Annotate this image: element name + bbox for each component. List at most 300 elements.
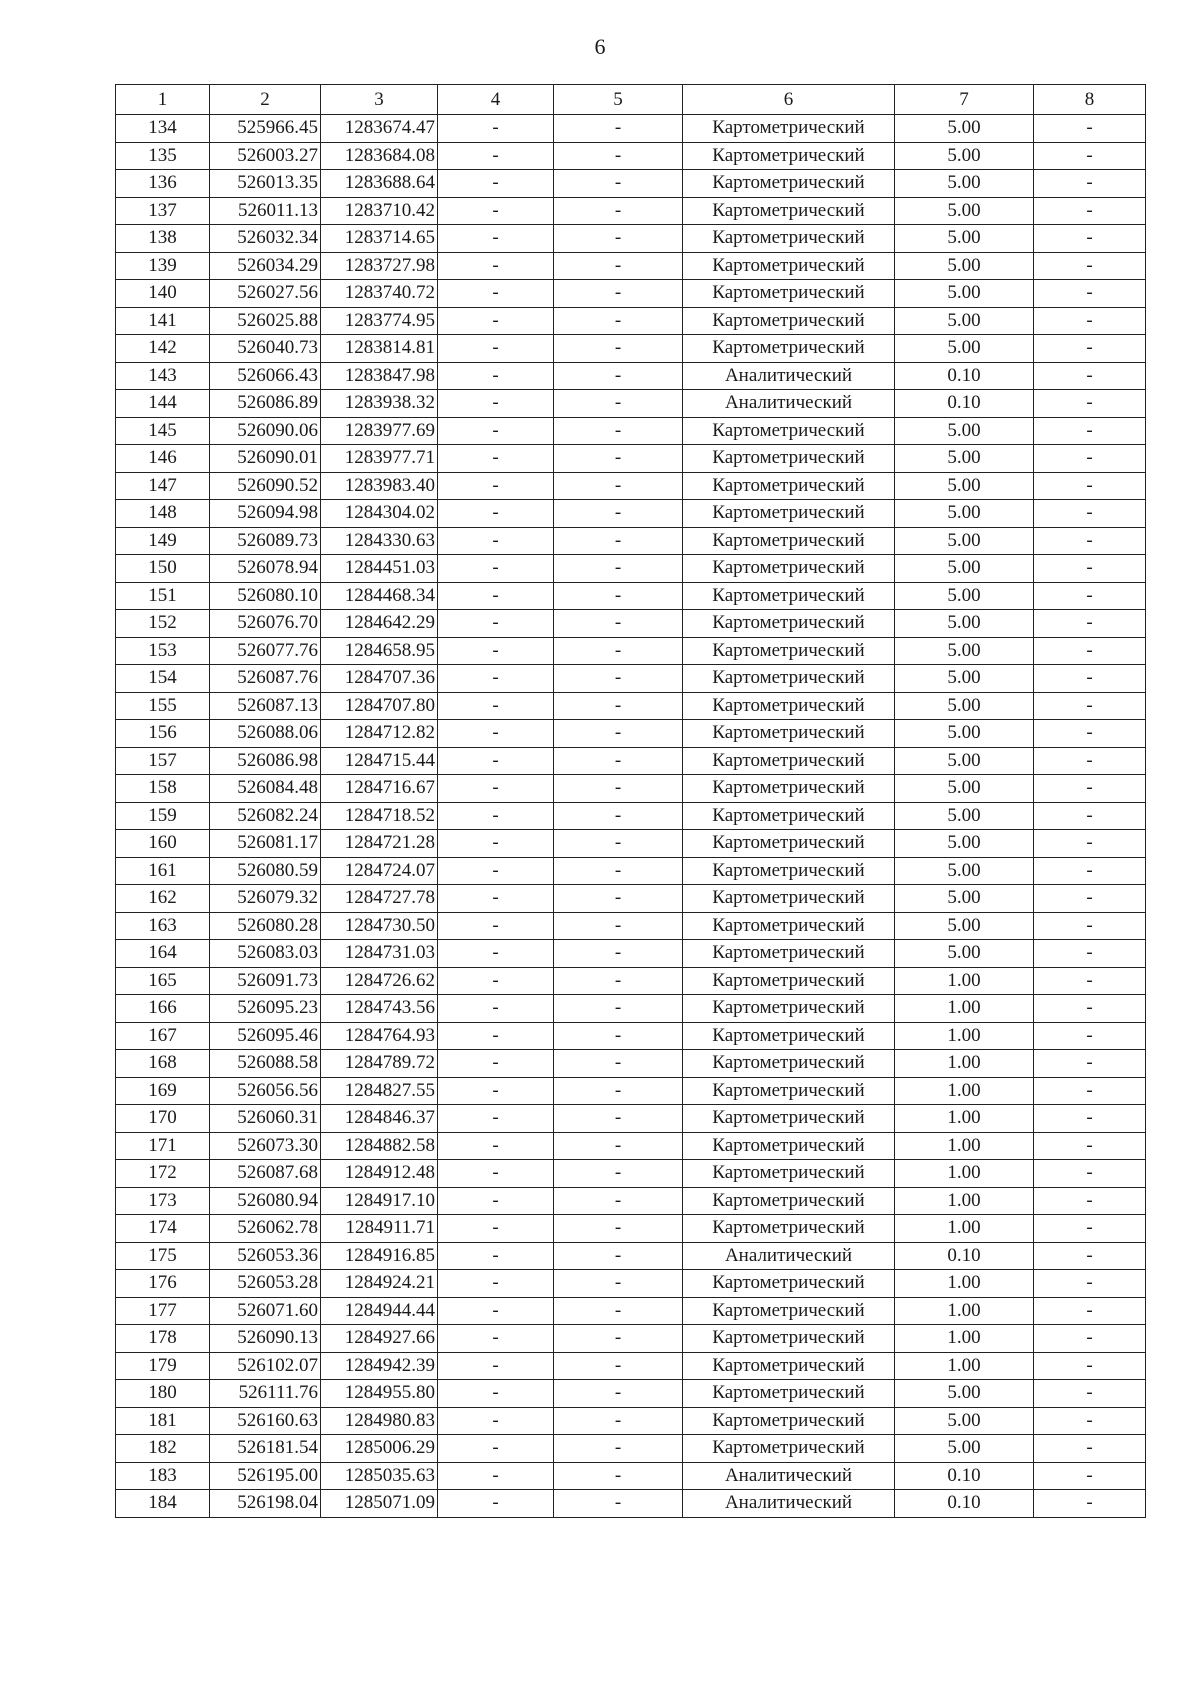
cell-col-4: - — [438, 417, 554, 445]
table-row — [116, 170, 1146, 198]
header-col-3: 3 — [321, 85, 438, 115]
table-row — [116, 1105, 1146, 1133]
cell-method: Картометрический — [683, 1380, 895, 1408]
cell-col-5: - — [554, 720, 683, 748]
cell-accuracy: 5.00 — [895, 500, 1034, 528]
cell-accuracy: 5.00 — [895, 665, 1034, 693]
cell-accuracy: 0.10 — [895, 1462, 1034, 1490]
cell-coord-y: 1283774.95 — [321, 307, 438, 335]
cell-col-5: - — [554, 115, 683, 143]
cell-method: Аналитический — [683, 1490, 895, 1518]
cell-point-number: 142 — [116, 335, 210, 363]
cell-coord-x: 526160.63 — [210, 1407, 321, 1435]
cell-col-5: - — [554, 885, 683, 913]
cell-col-5: - — [554, 1352, 683, 1380]
cell-col-4: - — [438, 500, 554, 528]
cell-col-8: - — [1034, 252, 1146, 280]
table-row — [116, 335, 1146, 363]
cell-point-number: 168 — [116, 1050, 210, 1078]
cell-col-8: - — [1034, 1160, 1146, 1188]
cell-method: Картометрический — [683, 967, 895, 995]
table-row — [116, 500, 1146, 528]
cell-col-5: - — [554, 1407, 683, 1435]
cell-col-8: - — [1034, 390, 1146, 418]
cell-col-8: - — [1034, 692, 1146, 720]
cell-accuracy: 5.00 — [895, 445, 1034, 473]
cell-col-8: - — [1034, 1435, 1146, 1463]
cell-coord-x: 526053.28 — [210, 1270, 321, 1298]
cell-method: Картометрический — [683, 885, 895, 913]
table-row — [116, 830, 1146, 858]
cell-accuracy: 5.00 — [895, 720, 1034, 748]
cell-col-8: - — [1034, 1077, 1146, 1105]
table-row — [116, 1187, 1146, 1215]
cell-col-5: - — [554, 527, 683, 555]
cell-method: Картометрический — [683, 665, 895, 693]
cell-method: Картометрический — [683, 830, 895, 858]
cell-col-4: - — [438, 1407, 554, 1435]
cell-col-8: - — [1034, 802, 1146, 830]
cell-col-5: - — [554, 1462, 683, 1490]
cell-col-8: - — [1034, 610, 1146, 638]
cell-coord-y: 1284730.50 — [321, 912, 438, 940]
cell-method: Картометрический — [683, 197, 895, 225]
cell-coord-x: 526084.48 — [210, 775, 321, 803]
cell-col-4: - — [438, 1380, 554, 1408]
cell-coord-x: 526034.29 — [210, 252, 321, 280]
cell-col-4: - — [438, 967, 554, 995]
table-row — [116, 1435, 1146, 1463]
cell-col-8: - — [1034, 1462, 1146, 1490]
cell-col-8: - — [1034, 417, 1146, 445]
cell-col-4: - — [438, 527, 554, 555]
cell-accuracy: 1.00 — [895, 1325, 1034, 1353]
cell-col-4: - — [438, 912, 554, 940]
cell-coord-y: 1284718.52 — [321, 802, 438, 830]
cell-point-number: 162 — [116, 885, 210, 913]
cell-coord-x: 526088.58 — [210, 1050, 321, 1078]
table-row — [116, 142, 1146, 170]
cell-coord-y: 1285006.29 — [321, 1435, 438, 1463]
cell-accuracy: 1.00 — [895, 1077, 1034, 1105]
cell-col-5: - — [554, 225, 683, 253]
cell-coord-y: 1284917.10 — [321, 1187, 438, 1215]
cell-col-4: - — [438, 1297, 554, 1325]
cell-point-number: 172 — [116, 1160, 210, 1188]
cell-method: Картометрический — [683, 170, 895, 198]
cell-col-4: - — [438, 1435, 554, 1463]
cell-coord-y: 1284942.39 — [321, 1352, 438, 1380]
cell-col-5: - — [554, 1435, 683, 1463]
cell-col-5: - — [554, 1022, 683, 1050]
cell-coord-y: 1285071.09 — [321, 1490, 438, 1518]
cell-method: Картометрический — [683, 280, 895, 308]
cell-point-number: 154 — [116, 665, 210, 693]
table-row — [116, 1022, 1146, 1050]
cell-accuracy: 5.00 — [895, 885, 1034, 913]
cell-coord-y: 1284658.95 — [321, 637, 438, 665]
cell-col-5: - — [554, 1490, 683, 1518]
cell-coord-x: 526090.13 — [210, 1325, 321, 1353]
cell-coord-y: 1283977.69 — [321, 417, 438, 445]
cell-point-number: 160 — [116, 830, 210, 858]
cell-col-4: - — [438, 995, 554, 1023]
cell-col-5: - — [554, 555, 683, 583]
cell-col-8: - — [1034, 1215, 1146, 1243]
cell-coord-y: 1284789.72 — [321, 1050, 438, 1078]
table-row — [116, 252, 1146, 280]
cell-method: Картометрический — [683, 857, 895, 885]
cell-coord-x: 526040.73 — [210, 335, 321, 363]
cell-accuracy: 1.00 — [895, 1050, 1034, 1078]
cell-method: Картометрический — [683, 747, 895, 775]
cell-col-8: - — [1034, 775, 1146, 803]
cell-method: Картометрический — [683, 720, 895, 748]
cell-coord-x: 526077.76 — [210, 637, 321, 665]
cell-accuracy: 5.00 — [895, 307, 1034, 335]
table-row — [116, 775, 1146, 803]
table-row — [116, 1325, 1146, 1353]
cell-col-5: - — [554, 857, 683, 885]
cell-col-8: - — [1034, 225, 1146, 253]
cell-col-5: - — [554, 692, 683, 720]
cell-col-4: - — [438, 665, 554, 693]
cell-method: Картометрический — [683, 500, 895, 528]
cell-col-5: - — [554, 1160, 683, 1188]
cell-col-4: - — [438, 555, 554, 583]
cell-method: Картометрический — [683, 912, 895, 940]
cell-col-8: - — [1034, 445, 1146, 473]
cell-col-5: - — [554, 252, 683, 280]
cell-coord-y: 1284716.67 — [321, 775, 438, 803]
table-row — [116, 747, 1146, 775]
table-row — [116, 1160, 1146, 1188]
cell-point-number: 143 — [116, 362, 210, 390]
table-row — [116, 115, 1146, 143]
cell-method: Картометрический — [683, 445, 895, 473]
cell-coord-y: 1284924.21 — [321, 1270, 438, 1298]
cell-accuracy: 1.00 — [895, 1187, 1034, 1215]
cell-col-4: - — [438, 362, 554, 390]
cell-point-number: 180 — [116, 1380, 210, 1408]
cell-accuracy: 1.00 — [895, 1270, 1034, 1298]
cell-col-5: - — [554, 1105, 683, 1133]
cell-col-4: - — [438, 940, 554, 968]
cell-point-number: 167 — [116, 1022, 210, 1050]
cell-point-number: 140 — [116, 280, 210, 308]
table-row — [116, 390, 1146, 418]
cell-col-5: - — [554, 1270, 683, 1298]
cell-coord-y: 1283674.47 — [321, 115, 438, 143]
cell-coord-y: 1283977.71 — [321, 445, 438, 473]
cell-point-number: 164 — [116, 940, 210, 968]
header-col-4: 4 — [438, 85, 554, 115]
cell-coord-y: 1284764.93 — [321, 1022, 438, 1050]
cell-coord-x: 526095.23 — [210, 995, 321, 1023]
cell-col-5: - — [554, 582, 683, 610]
cell-col-4: - — [438, 720, 554, 748]
cell-coord-y: 1284955.80 — [321, 1380, 438, 1408]
cell-coord-y: 1284916.85 — [321, 1242, 438, 1270]
cell-coord-x: 526080.28 — [210, 912, 321, 940]
cell-col-4: - — [438, 692, 554, 720]
cell-col-5: - — [554, 197, 683, 225]
cell-coord-x: 526090.52 — [210, 472, 321, 500]
cell-accuracy: 5.00 — [895, 912, 1034, 940]
cell-point-number: 147 — [116, 472, 210, 500]
cell-col-5: - — [554, 1380, 683, 1408]
cell-col-8: - — [1034, 637, 1146, 665]
cell-coord-y: 1284980.83 — [321, 1407, 438, 1435]
cell-coord-y: 1284707.80 — [321, 692, 438, 720]
cell-col-8: - — [1034, 500, 1146, 528]
cell-point-number: 151 — [116, 582, 210, 610]
cell-accuracy: 1.00 — [895, 1297, 1034, 1325]
cell-point-number: 171 — [116, 1132, 210, 1160]
cell-coord-y: 1284642.29 — [321, 610, 438, 638]
cell-col-4: - — [438, 1325, 554, 1353]
cell-method: Картометрический — [683, 1187, 895, 1215]
cell-method: Картометрический — [683, 775, 895, 803]
table-row — [116, 225, 1146, 253]
cell-col-4: - — [438, 170, 554, 198]
cell-col-5: - — [554, 362, 683, 390]
cell-coord-x: 526086.98 — [210, 747, 321, 775]
cell-coord-x: 526078.94 — [210, 555, 321, 583]
cell-coord-y: 1283847.98 — [321, 362, 438, 390]
cell-coord-y: 1283983.40 — [321, 472, 438, 500]
cell-method: Картометрический — [683, 527, 895, 555]
cell-col-5: - — [554, 940, 683, 968]
cell-point-number: 158 — [116, 775, 210, 803]
cell-method: Картометрический — [683, 1132, 895, 1160]
cell-coord-x: 526081.17 — [210, 830, 321, 858]
cell-point-number: 163 — [116, 912, 210, 940]
table-row — [116, 1462, 1146, 1490]
cell-coord-x: 526011.13 — [210, 197, 321, 225]
cell-col-5: - — [554, 472, 683, 500]
cell-col-4: - — [438, 802, 554, 830]
cell-accuracy: 5.00 — [895, 775, 1034, 803]
cell-point-number: 169 — [116, 1077, 210, 1105]
cell-coord-x: 526071.60 — [210, 1297, 321, 1325]
cell-point-number: 135 — [116, 142, 210, 170]
cell-col-8: - — [1034, 1187, 1146, 1215]
cell-col-5: - — [554, 995, 683, 1023]
cell-accuracy: 5.00 — [895, 142, 1034, 170]
cell-col-8: - — [1034, 912, 1146, 940]
cell-col-5: - — [554, 610, 683, 638]
table-row — [116, 1050, 1146, 1078]
cell-coord-x: 526073.30 — [210, 1132, 321, 1160]
cell-accuracy: 1.00 — [895, 1022, 1034, 1050]
cell-method: Картометрический — [683, 1297, 895, 1325]
table-body — [116, 115, 1146, 1518]
header-col-5: 5 — [554, 85, 683, 115]
cell-accuracy: 1.00 — [895, 1132, 1034, 1160]
cell-col-4: - — [438, 1160, 554, 1188]
cell-method: Картометрический — [683, 307, 895, 335]
cell-coord-x: 526087.76 — [210, 665, 321, 693]
cell-coord-y: 1283710.42 — [321, 197, 438, 225]
cell-col-8: - — [1034, 995, 1146, 1023]
table-row — [116, 1077, 1146, 1105]
cell-col-8: - — [1034, 1352, 1146, 1380]
cell-col-4: - — [438, 1105, 554, 1133]
cell-point-number: 141 — [116, 307, 210, 335]
cell-method: Аналитический — [683, 1242, 895, 1270]
cell-col-8: - — [1034, 472, 1146, 500]
cell-accuracy: 1.00 — [895, 1160, 1034, 1188]
cell-coord-x: 526053.36 — [210, 1242, 321, 1270]
cell-col-5: - — [554, 637, 683, 665]
cell-col-4: - — [438, 1270, 554, 1298]
cell-point-number: 181 — [116, 1407, 210, 1435]
cell-point-number: 170 — [116, 1105, 210, 1133]
cell-col-4: - — [438, 472, 554, 500]
cell-coord-x: 525966.45 — [210, 115, 321, 143]
cell-col-8: - — [1034, 1270, 1146, 1298]
cell-point-number: 159 — [116, 802, 210, 830]
cell-col-8: - — [1034, 1325, 1146, 1353]
cell-coord-x: 526102.07 — [210, 1352, 321, 1380]
cell-point-number: 144 — [116, 390, 210, 418]
cell-method: Картометрический — [683, 582, 895, 610]
cell-col-5: - — [554, 335, 683, 363]
cell-method: Аналитический — [683, 390, 895, 418]
cell-point-number: 155 — [116, 692, 210, 720]
cell-col-4: - — [438, 1022, 554, 1050]
cell-accuracy: 5.00 — [895, 555, 1034, 583]
cell-col-8: - — [1034, 747, 1146, 775]
cell-col-5: - — [554, 170, 683, 198]
cell-col-5: - — [554, 307, 683, 335]
cell-coord-x: 526066.43 — [210, 362, 321, 390]
table-row — [116, 665, 1146, 693]
cell-coord-y: 1284927.66 — [321, 1325, 438, 1353]
cell-coord-y: 1284911.71 — [321, 1215, 438, 1243]
cell-coord-x: 526094.98 — [210, 500, 321, 528]
cell-col-4: - — [438, 335, 554, 363]
cell-accuracy: 5.00 — [895, 1435, 1034, 1463]
table-row — [116, 940, 1146, 968]
cell-coord-x: 526195.00 — [210, 1462, 321, 1490]
cell-coord-x: 526080.10 — [210, 582, 321, 610]
cell-point-number: 136 — [116, 170, 210, 198]
cell-accuracy: 5.00 — [895, 417, 1034, 445]
cell-coord-x: 526076.70 — [210, 610, 321, 638]
cell-coord-y: 1284707.36 — [321, 665, 438, 693]
cell-point-number: 174 — [116, 1215, 210, 1243]
cell-col-5: - — [554, 280, 683, 308]
cell-coord-y: 1283688.64 — [321, 170, 438, 198]
cell-coord-x: 526032.34 — [210, 225, 321, 253]
cell-col-5: - — [554, 1132, 683, 1160]
table-row — [116, 527, 1146, 555]
cell-point-number: 152 — [116, 610, 210, 638]
cell-accuracy: 5.00 — [895, 280, 1034, 308]
table-row — [116, 1242, 1146, 1270]
cell-method: Картометрический — [683, 637, 895, 665]
table-row — [116, 1380, 1146, 1408]
cell-col-8: - — [1034, 665, 1146, 693]
cell-coord-x: 526087.68 — [210, 1160, 321, 1188]
cell-col-8: - — [1034, 582, 1146, 610]
cell-coord-y: 1284827.55 — [321, 1077, 438, 1105]
cell-coord-y: 1283814.81 — [321, 335, 438, 363]
cell-coord-y: 1284731.03 — [321, 940, 438, 968]
cell-col-8: - — [1034, 170, 1146, 198]
cell-col-5: - — [554, 390, 683, 418]
cell-col-5: - — [554, 1215, 683, 1243]
cell-point-number: 184 — [116, 1490, 210, 1518]
cell-point-number: 176 — [116, 1270, 210, 1298]
cell-col-8: - — [1034, 1105, 1146, 1133]
cell-col-5: - — [554, 665, 683, 693]
cell-method: Картометрический — [683, 1270, 895, 1298]
cell-col-4: - — [438, 1242, 554, 1270]
table-row — [116, 472, 1146, 500]
cell-accuracy: 1.00 — [895, 967, 1034, 995]
table-row — [116, 995, 1146, 1023]
cell-coord-x: 526056.56 — [210, 1077, 321, 1105]
cell-coord-x: 526091.73 — [210, 967, 321, 995]
cell-method: Картометрический — [683, 1215, 895, 1243]
cell-coord-x: 526025.88 — [210, 307, 321, 335]
cell-col-4: - — [438, 197, 554, 225]
cell-coord-x: 526086.89 — [210, 390, 321, 418]
cell-coord-y: 1284912.48 — [321, 1160, 438, 1188]
cell-accuracy: 5.00 — [895, 472, 1034, 500]
cell-method: Картометрический — [683, 940, 895, 968]
cell-method: Картометрический — [683, 472, 895, 500]
cell-method: Картометрический — [683, 225, 895, 253]
cell-col-8: - — [1034, 967, 1146, 995]
cell-col-8: - — [1034, 335, 1146, 363]
table-header-row — [116, 85, 1146, 115]
table-row — [116, 197, 1146, 225]
cell-col-8: - — [1034, 940, 1146, 968]
cell-col-5: - — [554, 967, 683, 995]
cell-point-number: 148 — [116, 500, 210, 528]
cell-coord-x: 526013.35 — [210, 170, 321, 198]
cell-coord-x: 526087.13 — [210, 692, 321, 720]
cell-point-number: 134 — [116, 115, 210, 143]
table-row — [116, 1490, 1146, 1518]
cell-col-8: - — [1034, 720, 1146, 748]
cell-method: Картометрический — [683, 1435, 895, 1463]
table-row — [116, 445, 1146, 473]
cell-accuracy: 1.00 — [895, 1215, 1034, 1243]
cell-coord-x: 526080.59 — [210, 857, 321, 885]
cell-col-4: - — [438, 115, 554, 143]
page-number: 6 — [594, 34, 606, 59]
cell-col-5: - — [554, 1050, 683, 1078]
cell-coord-y: 1284727.78 — [321, 885, 438, 913]
cell-method: Картометрический — [683, 417, 895, 445]
cell-col-4: - — [438, 637, 554, 665]
cell-accuracy: 5.00 — [895, 610, 1034, 638]
table-row — [116, 802, 1146, 830]
cell-col-8: - — [1034, 1297, 1146, 1325]
cell-col-4: - — [438, 610, 554, 638]
cell-accuracy: 5.00 — [895, 527, 1034, 555]
cell-col-8: - — [1034, 1380, 1146, 1408]
cell-col-8: - — [1034, 1022, 1146, 1050]
table-row — [116, 1132, 1146, 1160]
cell-point-number: 183 — [116, 1462, 210, 1490]
cell-coord-y: 1284724.07 — [321, 857, 438, 885]
